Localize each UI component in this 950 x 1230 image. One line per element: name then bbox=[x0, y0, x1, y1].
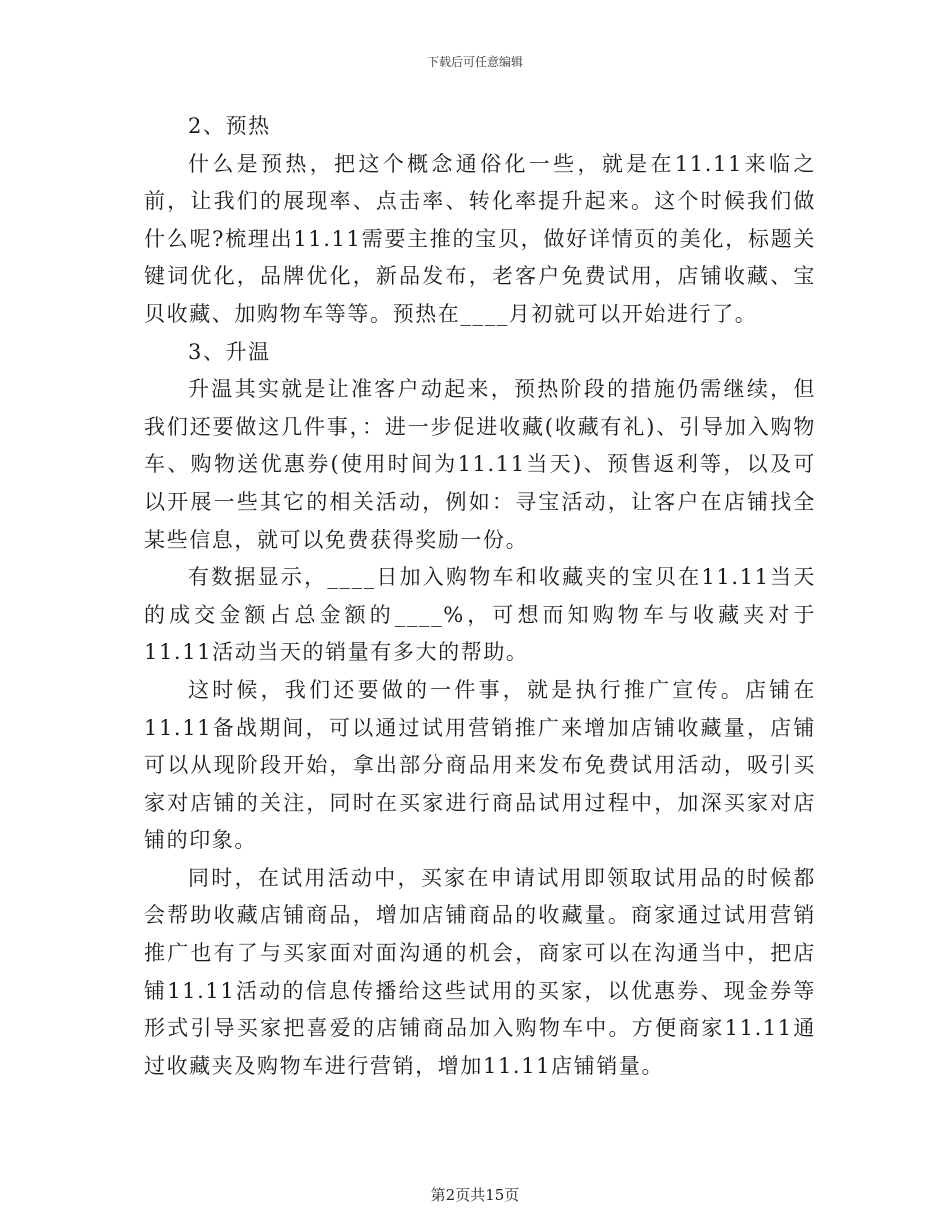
document-body bbox=[144, 108, 816, 1085]
section-heading-warmup: 3、升温 bbox=[188, 339, 271, 364]
page-header: 下载后可任意编辑 bbox=[426, 55, 523, 69]
paragraph-warmup: 升温其实就是让准客户动起来，预热阶段的措施仍需继续，但我们还要做这几件事，：进一步促进收藏(收藏有礼)、引导加入购物车、购物送优惠券(使用时间为11.11当天)、预售返利等，以及可以开展一些其它的相关活动，例如：寻宝活动，让客户在店铺找全某些信息，就可以免费获得奖励一份。 bbox=[144, 377, 816, 552]
page-footer: 第2页共15页 bbox=[430, 1186, 520, 1204]
paragraph-promotion: 这时候，我们还要做的一件事，就是执行推广宣传。店铺在11.11备战期间，可以通过试用营销推广来增加店铺收藏量，店铺可以从现阶段开始，拿出部分商品用来发布免费试用活动，吸引买家对店铺的关注，同时在买家进行商品试用过程中，加深买家对店铺的印象。 bbox=[144, 677, 816, 853]
paragraph-preheat: 什么是预热，把这个概念通俗化一些，就是在11.11来临之前，让我们的展现率、点击率、转化率提升起来。这个时候我们做什么呢?梳理出11.11需要主推的宝贝，做好详情页的美化，标题关键词优化，品牌优化，新品发布，老客户免费试用，店铺收藏、宝贝收藏、加购物车等等。预热在____月初就可以开始进行了。 bbox=[144, 151, 816, 326]
paragraph-trial: 同时，在试用活动中，买家在申请试用即领取试用品的时候都会帮助收藏店铺商品，增加店铺商品的收藏量。商家通过试用营销推广也有了与买家面对面沟通的机会，商家可以在沟通当中，把店铺11.11活动的信息传播给这些试用的买家，以优惠券、现金券等形式引导买家把喜爱的店铺商品加入购物车中。方便商家11.11通过收藏夹及购物车进行营销，增加11.11店铺销量。 bbox=[144, 865, 816, 1078]
section-heading-preheat: 2、预热 bbox=[188, 114, 271, 138]
paragraph-data: 有数据显示，____日加入购物车和收藏夹的宝贝在11.11当天的成交金额占总金额的____%，可想而知购物车与收藏夹对于11.11活动当天的销量有多大的帮助。 bbox=[144, 565, 816, 665]
